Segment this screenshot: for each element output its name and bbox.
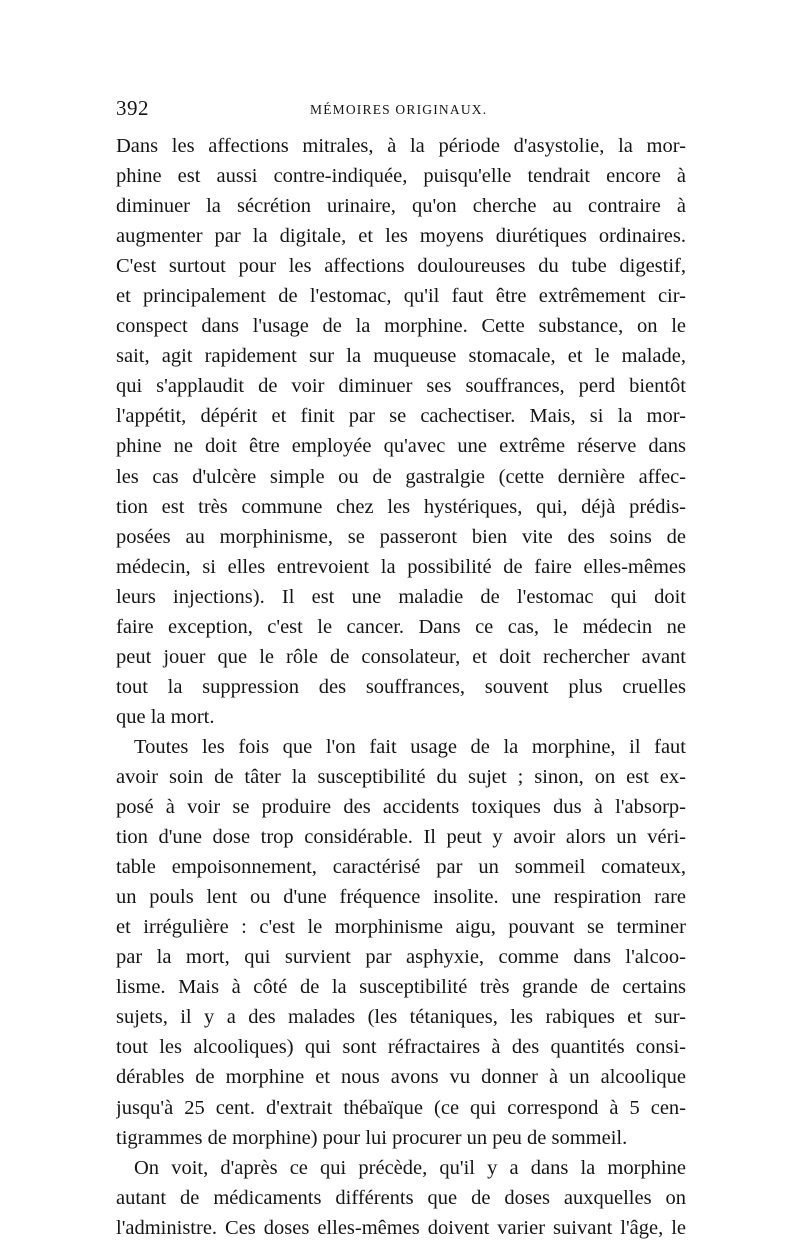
running-head: MÉMOIRES ORIGINAUX. (310, 102, 488, 117)
text-line: C'est surtout pour les affections douloureuses du tube digestif, (116, 255, 686, 278)
text-line: sait, agit rapidement sur la muqueuse stomacale, et le malade, (116, 345, 686, 368)
text-line: peut jouer que le rôle de consolateur, et doit rechercher avant (116, 645, 686, 668)
text-line: conspect dans l'usage de la morphine. Cette substance, on le (116, 315, 686, 338)
text-line: augmenter par la digitale, et les moyens diurétiques ordinaires. (116, 225, 686, 248)
text-line: que la mort. (116, 705, 215, 728)
text-line: et principalement de l'estomac, qu'il faut être extrêmement cir- (116, 285, 686, 308)
text-line: phine ne doit être employée qu'avec une extrême réserve dans (116, 435, 686, 458)
text-line: posé à voir se produire des accidents toxiques dus à l'absorp- (116, 796, 686, 819)
text-line: table empoisonnement, caractérisé par un sommeil comateux, (116, 856, 686, 879)
text-line: dérables de morphine et nous avons vu donner à un alcoolique (116, 1066, 686, 1089)
text-line: par la mort, qui survient par asphyxie, comme dans l'alcoo- (116, 946, 686, 969)
text-line: les cas d'ulcère simple ou de gastralgie (cette dernière affec- (116, 465, 686, 488)
text-line: jusqu'à 25 cent. d'extrait thébaïque (ce qui correspond à 5 cen- (116, 1096, 686, 1119)
page-number: 392 (116, 96, 149, 120)
text-line: autant de médicaments différents que de doses auxquelles on (116, 1186, 686, 1209)
text-line: qui s'applaudit de voir diminuer ses souffrances, perd bientôt (116, 375, 686, 398)
text-line: Dans les affections mitrales, à la période d'asystolie, la mor- (116, 135, 686, 157)
text-line: tion est très commune chez les hystériques, qui, déjà prédis- (116, 495, 686, 518)
text-line: diminuer la sécrétion urinaire, qu'on cherche au contraire à (116, 195, 686, 218)
text-line: phine est aussi contre-indiquée, puisqu'elle tendrait encore à (116, 165, 686, 188)
text-line: l'appétit, dépérit et finit par se cachectiser. Mais, si la mor- (116, 405, 686, 428)
text-line: lisme. Mais à côté de la susceptibilité très grande de certains (116, 976, 686, 999)
text-line: sujets, il y a des malades (les tétaniques, les rabiques et sur- (116, 1006, 686, 1029)
text-line: tigrammes de morphine) pour lui procurer un peu de sommeil. (116, 1126, 628, 1149)
text-line: tout la suppression des souffrances, souvent plus cruelles (116, 675, 686, 698)
text-line: un pouls lent ou d'une fréquence insolite. une respiration rare (116, 886, 686, 909)
text-line: médecin, si elles entrevoient la possibilité de faire elles-mêmes (116, 555, 686, 578)
text-line: Toutes les fois que l'on fait usage de la morphine, il faut (134, 735, 686, 758)
text-line: l'administre. Ces doses elles-mêmes doivent varier suivant l'âge, le (116, 1216, 686, 1239)
page-header (116, 96, 686, 126)
body-text (116, 131, 686, 1243)
text-line: posées au morphinisme, se passeront bien vite des soins de (116, 525, 686, 548)
text-line: On voit, d'après ce qui précède, qu'il y a dans la morphine (134, 1156, 686, 1179)
text-line: tion d'une dose trop considérable. Il peut y avoir alors un véri- (116, 826, 686, 849)
text-line: avoir soin de tâter la susceptibilité du sujet ; sinon, on est ex- (116, 765, 686, 788)
text-line: et irrégulière : c'est le morphinisme aigu, pouvant se terminer (116, 916, 686, 939)
text-line: leurs injections). Il est une maladie de l'estomac qui doit (116, 585, 686, 608)
text-line: tout les alcooliques) qui sont réfractaires à des quantités consi- (116, 1036, 686, 1059)
text-line: faire exception, c'est le cancer. Dans ce cas, le médecin ne (116, 615, 686, 638)
